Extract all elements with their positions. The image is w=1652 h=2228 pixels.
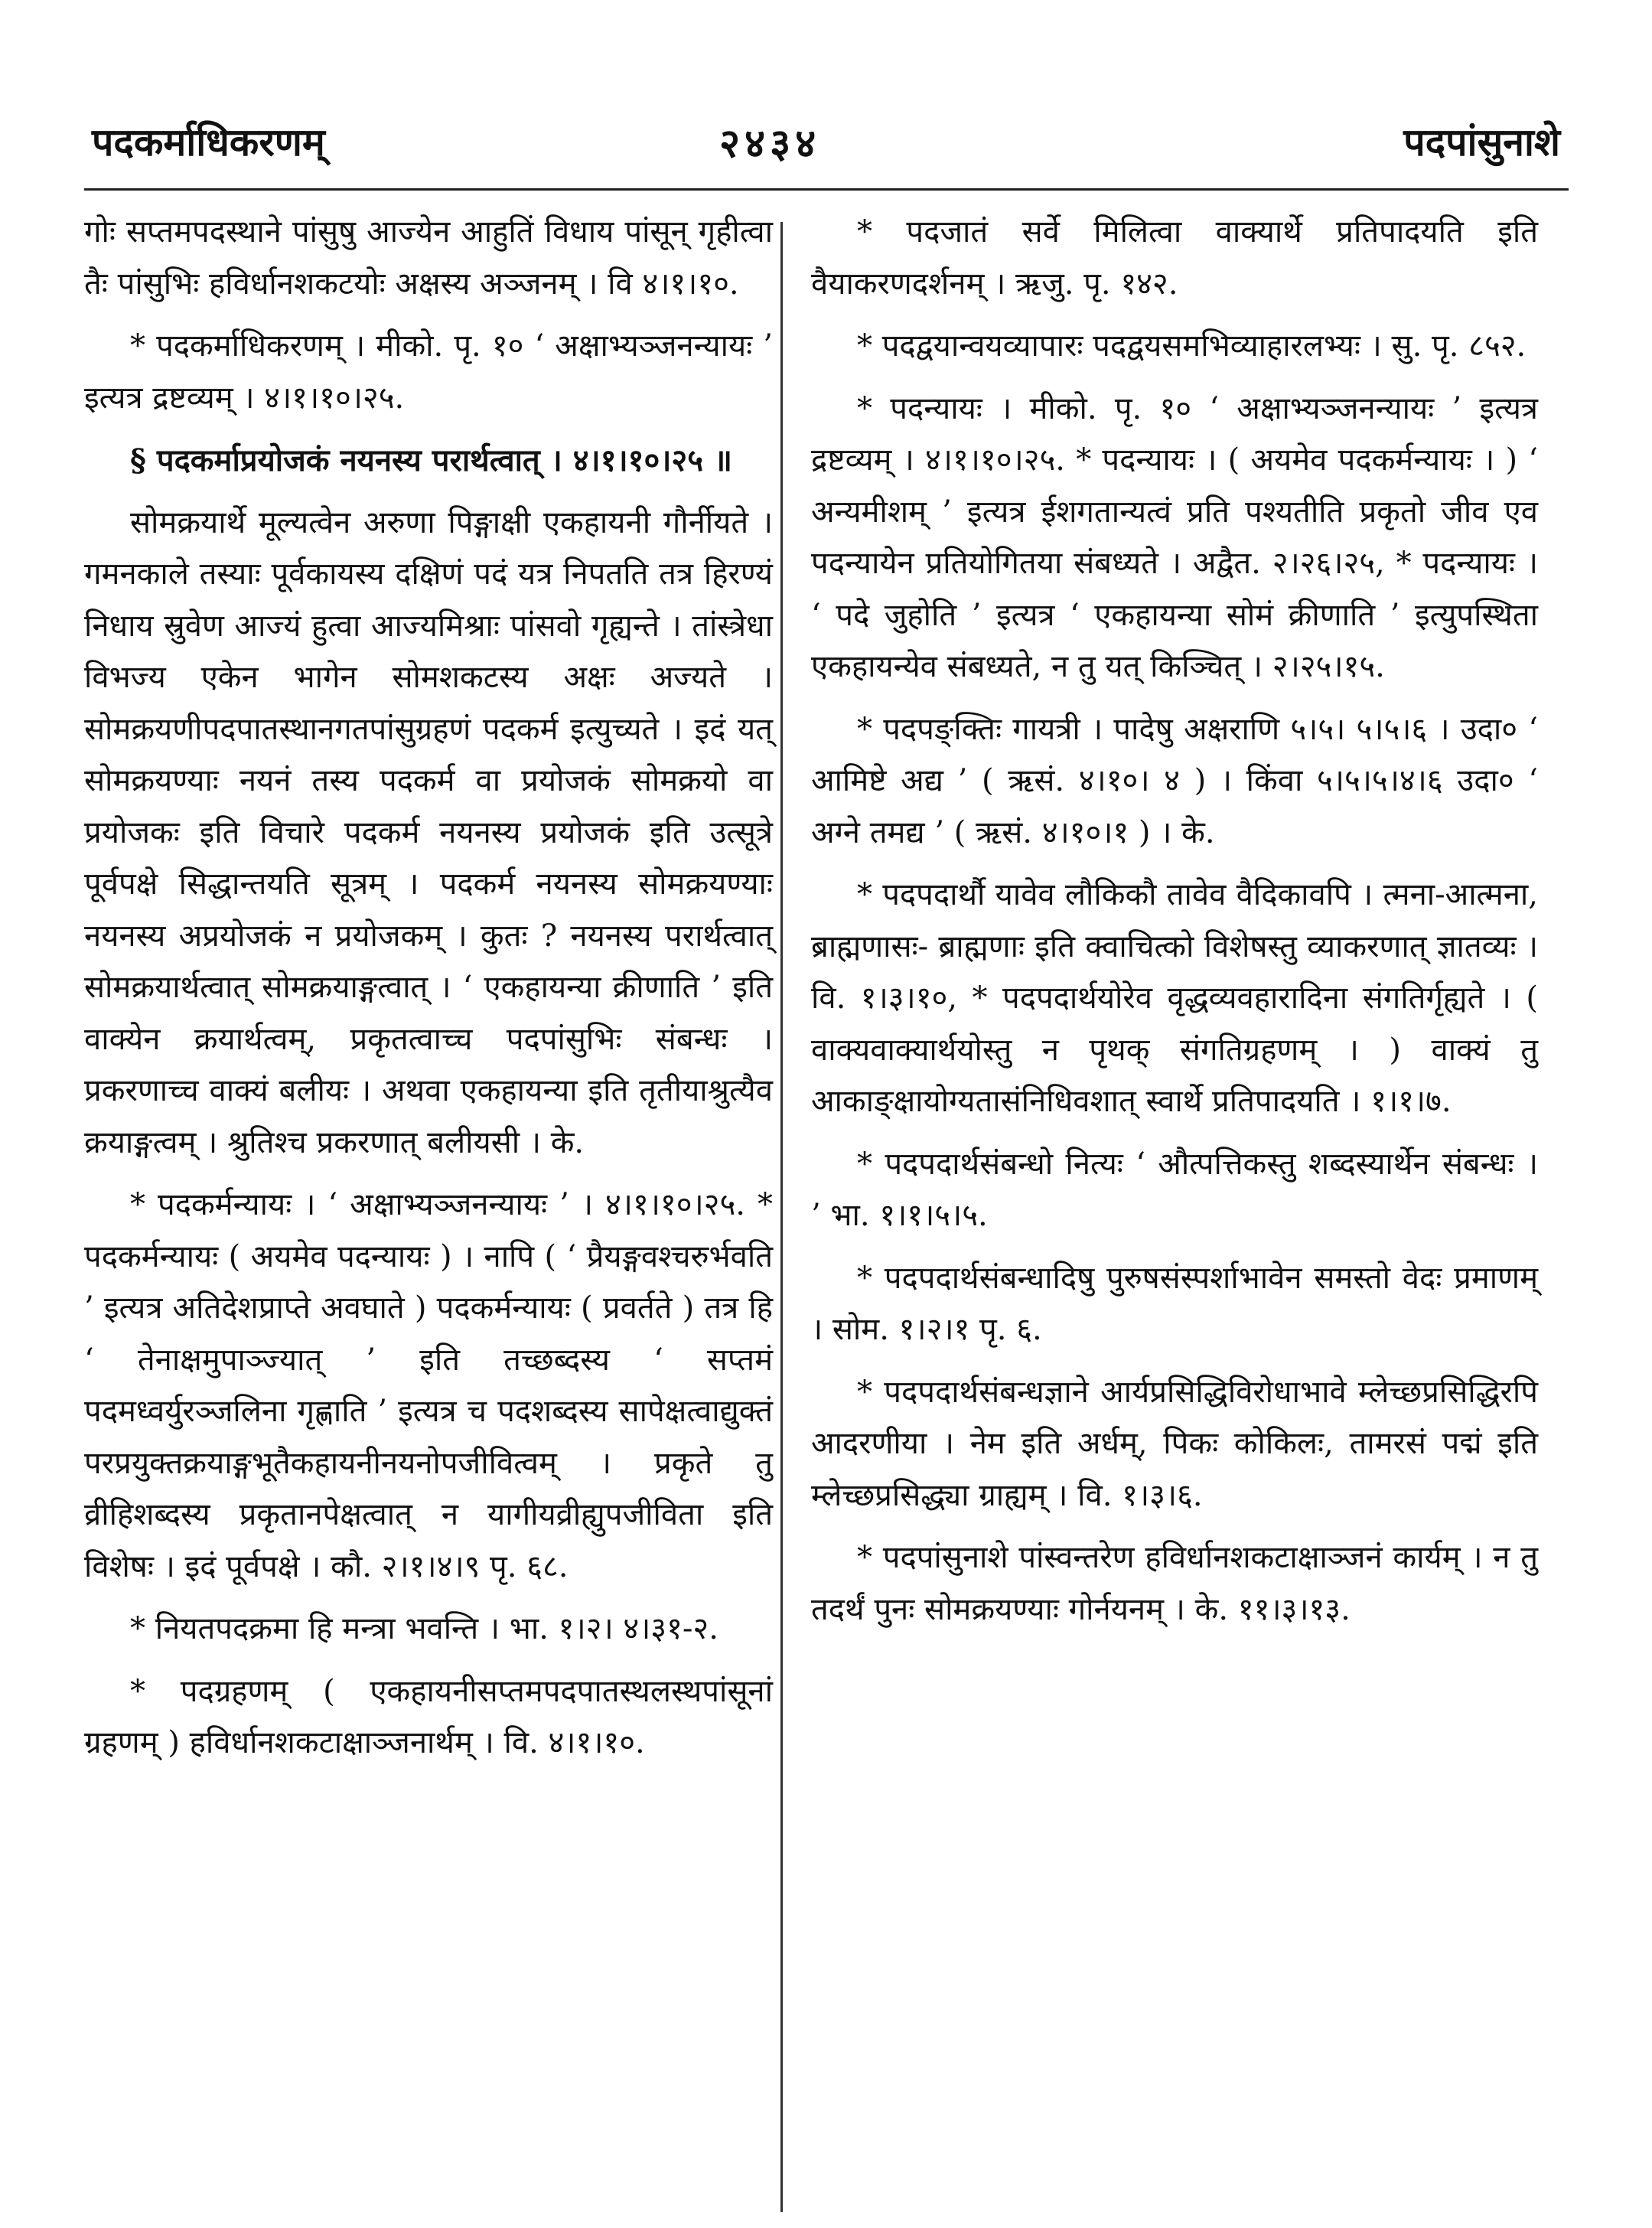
right-column <box>811 207 1538 1646</box>
page-header <box>0 0 1652 191</box>
entry-paragraph: * पदपदार्थसंबन्धज्ञाने आर्यप्रसिद्धिविरोधाभावे म्लेच्छप्रसिद्धिरपि आदरणीया । नेम इति अर्धम्, पिकः कोकिलः, तामरसं पद्मं इति म्लेच्छप्रसिद्ध्या ग्राह्यम् । वि. १।३।६. <box>811 1374 1538 1513</box>
sutra-heading: § पदकर्माप्रयोजकं नयनस्य परार्थत्वात् । ४।१।१०।२५ ॥ <box>130 442 732 478</box>
entry-paragraph: * पदग्रहणम् ( एकहायनीसप्तमपदपातस्थलस्थपांसूनां ग्रहणम् ) हविर्धानशकटाक्षाञ्जनार्थम् । वि. ४।१।१०. <box>84 1673 773 1760</box>
entry-paragraph: गोः सप्तमपदस्थाने पांसुषु आज्येन आहुतिं विधाय पांसून् गृहीत्वा तैः पांसुभिः हविर्धानशकटयोः अक्षस्य अञ्जनम् । वि ४।१।१०. <box>84 214 773 302</box>
entry-paragraph: * पदपदार्थसंबन्धो नित्यः ‘ औत्पत्तिकस्तु शब्दस्यार्थेन संबन्धः । ’ भा. १।१।५।५. <box>811 1146 1538 1233</box>
entry-paragraph: * पदकर्मन्यायः । ‘ अक्षाभ्यञ्जनन्यायः ’ । ४।१।१०।२५. * पदकर्मन्यायः ( अयमेव पदन्यायः ) । नापि ( ‘ प्रैयङ्गवश्चरुर्भवति ’ इत्यत्र अतिदेशप्राप्ते अवघाते ) पदकर्मन्यायः ( प्रवर्तते ) तत्र हि ‘ तेनाक्षमुपाञ्ज्यात् ’ इति तच्छब्दस्य ‘ सप्तमं पदमध्वर्युरञ्जलिना गृह्णाति ’ इत्यत्र च पदशब्दस्य सापेक्षत्वाद्युक्तं परप्रयुक्तक्रयाङ्गभूतैकहायनीनयनोपजीवित्वम् । प्रकृते तु व्रीहिशब्दस्य प्रकृतानपेक्षत्वात् न यागीयव्रीह्युपजीविता इति विशेषः । इदं पूर्वपक्षे । कौ. २।१।४।९ पृ. ६८. <box>84 1187 773 1584</box>
entry-paragraph: * पदद्वयान्वयव्यापारः पदद्वयसमभिव्याहारलभ्यः । सु. पृ. ८५२. <box>857 328 1527 364</box>
left-column <box>84 207 773 1780</box>
entry-paragraph: * पदकर्माधिकरणम् । मीको. पृ. १० ‘ अक्षाभ्यञ्जनन्यायः ’ इत्यत्र द्रष्टव्यम् । ४।१।१०।२५. <box>84 328 773 416</box>
entry-paragraph: * पदजातं सर्वे मिलित्वा वाक्यार्थे प्रतिपादयति इति वैयाकरणदर्शनम् । ऋजु. पृ. १४२. <box>811 214 1538 302</box>
entry-paragraph: * पदन्यायः । मीको. पृ. १० ‘ अक्षाभ्यञ्जनन्यायः ’ इत्यत्र द्रष्टव्यम् । ४।१।१०।२५. * पदन्यायः । ( अयमेव पदकर्मन्यायः । ) ‘ अन्यमीशम् ’ इत्यत्र ईशगतान्यत्वं प्रति पश्यतीति प्रकृतो जीव एव पदन्यायेन प्रतियोगितया संबध्यते । अद्वैत. २।२६।२५, * पदन्यायः । ‘ पदे जुहोति ’ इत्यत्र ‘ एकहायन्या सोमं क्रीणाति ’ इत्युपस्थिता एकहायन्येव संबध्यते, न तु यत् किञ्चित् । २।२५।१५. <box>811 390 1538 684</box>
entry-paragraph: सोमक्रयार्थे मूल्यत्वेन अरुणा पिङ्गाक्षी एकहायनी गौर्नीयते । गमनकाले तस्याः पूर्वकायस्य दक्षिणं पदं यत्र निपतति तत्र हिरण्यं निधाय स्रुवेण आज्यं हुत्वा आज्यमिश्राः पांसवो गृह्यन्ते । तांस्त्रेधा विभज्य एकेन भागेन सोमशकटस्य अक्षः अज्यते । सोमक्रयणीपदपातस्थानगतपांसुग्रहणं पदकर्म इत्युच्यते । इदं यत् सोमक्रयण्याः नयनं तस्य पदकर्म वा प्रयोजकं सोमक्रयो वा प्रयोजकः इति विचारे पदकर्म नयनस्य प्रयोजकं इति उत्सूत्रे पूर्वपक्षे सिद्धान्तयति सूत्रम् । पदकर्म नयनस्य सोमक्रयण्याः नयनस्य अप्रयोजकं न प्रयोजकम् । कुतः ? नयनस्य परार्थत्वात् सोमक्रयार्थत्वात् सोमक्रयाङ्गत्वात् । ‘ एकहायन्या क्रीणाति ’ इति वाक्येन क्रयार्थत्वम्, प्रकृतत्वाच्च पदपांसुभिः संबन्धः । प्रकरणाच्च वाक्यं बलीयः । अथवा एकहायन्या इति तृतीयाश्रुत्यैव क्रयाङ्गत्वम् । श्रुतिश्च प्रकरणात् बलीयसी । के. <box>84 504 773 1160</box>
entry-paragraph: * पदपदार्थसंबन्धादिषु पुरुषसंस्पर्शाभावेन समस्तो वेदः प्रमाणम् । सोम. १।२।१ पृ. ६. <box>811 1260 1538 1347</box>
entry-paragraph: * नियतपदक्रमा हि मन्त्रा भवन्ति । भा. १।२। ४।३१-२. <box>130 1611 718 1646</box>
entry-paragraph: * पदपांसुनाशे पांस्वन्तरेण हविर्धानशकटाक्षाञ्जनं कार्यम् । न तु तदर्थं पुनः सोमक्रयण्याः गोर्नयनम् । के. ११।३।१३. <box>811 1540 1538 1627</box>
page-number: २४३४ <box>719 120 821 167</box>
header-rule <box>84 188 1569 191</box>
running-head-left: पदकर्माधिकरणम् <box>92 119 325 165</box>
running-head-right: पदपांसुनाशे <box>1403 119 1560 165</box>
column-divider <box>780 222 783 2212</box>
entry-paragraph: * पदपङ्क्तिः गायत्री । पादेषु अक्षराणि ५।५। ५।५।६ । उदा० ‘ आमिष्टे अद्य ’ ( ऋसं. ४।१०। ४ ) । किंवा ५।५।५।४।६ उदा० ‘ अग्ने तमद्य ’ ( ऋसं. ४।१०।१ ) । के. <box>811 711 1538 850</box>
entry-paragraph: * पदपदार्थौ यावेव लौकिकौ तावेव वैदिकावपि । त्मना-आत्मना, ब्राह्मणासः- ब्राह्मणाः इति क्वाचित्को विशेषस्तु व्याकरणात् ज्ञातव्यः । वि. १।३।१०, * पदपदार्थयोरेव वृद्धव्यवहारादिना संगतिर्गृह्यते । ( वाक्यवाक्यार्थयोस्तु न पृथक् संगतिग्रहणम् । ) वाक्यं तु आकाङ्क्षायोग्यतासंनिधिवशात् स्वार्थे प्रतिपादयति । १।१।७. <box>811 877 1538 1119</box>
